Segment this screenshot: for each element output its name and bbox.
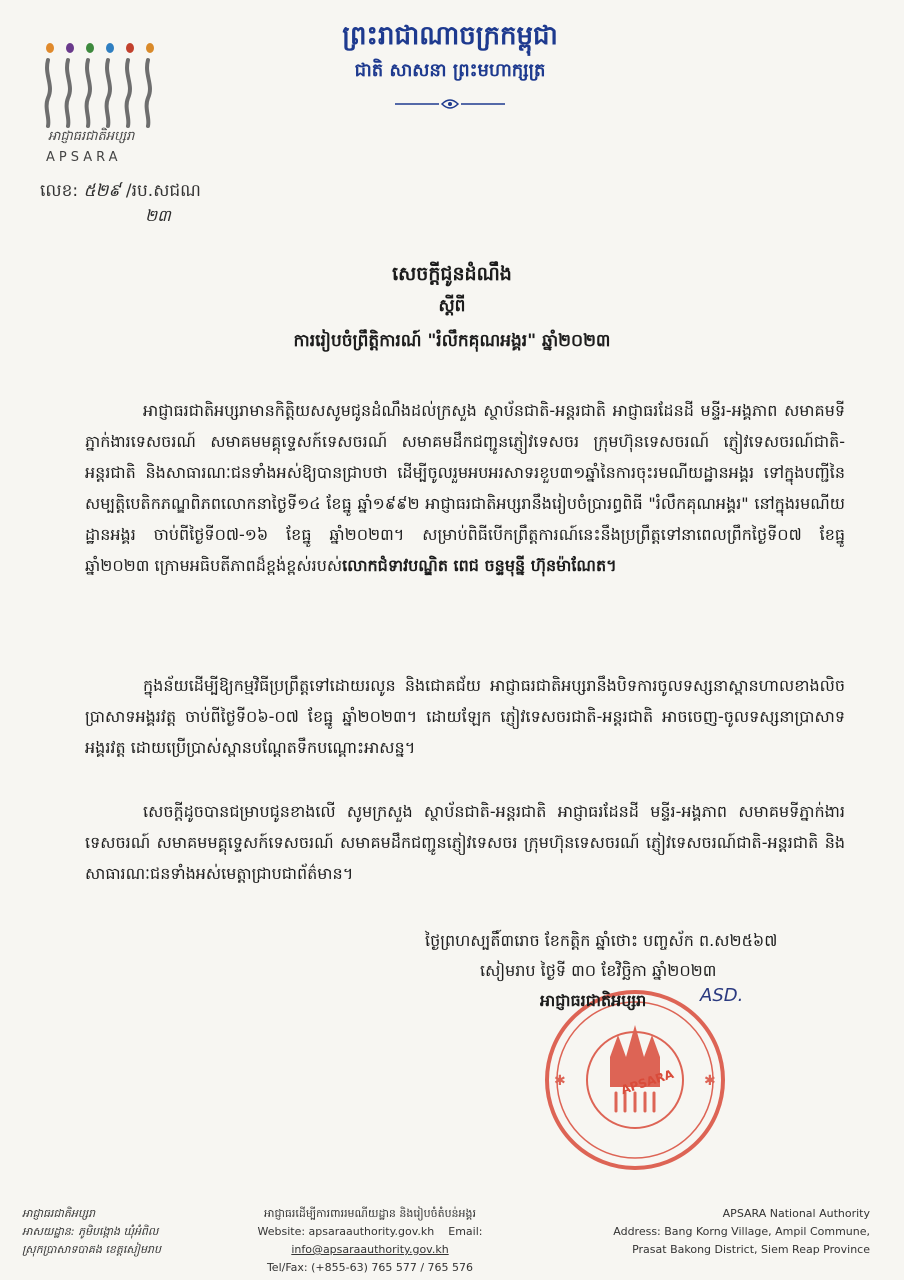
- reference-prefix: លេខ:: [40, 181, 79, 201]
- national-motto: ជាតិ សាសនា ព្រះមហាក្សត្រ: [354, 60, 546, 81]
- footer-left-line: អាសយដ្ឋាន: ភូមិបង្កោង ឃុំអំពិល: [22, 1225, 159, 1238]
- logo-english-name: APSARA: [46, 150, 122, 165]
- footer-left: [22, 1205, 161, 1259]
- footer-telfax: Tel/Fax: (+855-63) 765 577 / 765 576: [266, 1261, 474, 1274]
- footer-right-line: Address: Bang Korng Village, Ampil Commune,: [613, 1225, 870, 1238]
- footer-left-line: អាជ្ញាធរជាតិអប្សរា: [22, 1207, 96, 1220]
- footer-middle: [215, 1205, 525, 1277]
- apsara-logo-icon: [40, 40, 170, 130]
- footer-email-link[interactable]: info@apsaraauthority.gov.kh: [291, 1243, 449, 1256]
- logo-dots: [46, 43, 154, 53]
- footer-website[interactable]: Website: apsaraauthority.gov.kh: [257, 1225, 435, 1238]
- footer-mid-title: អាជ្ញាធរដើម្បីការពាររមណីយដ្ឋាន និងរៀបចំតំបន់អង្គរ: [263, 1207, 476, 1220]
- notice-about: ស្តីពី: [438, 296, 466, 316]
- solar-date: សៀមរាប ថ្ងៃទី ៣០ ខែវិច្ឆិកា ឆ្នាំ២០២៣: [480, 961, 717, 980]
- kingdom-title: ព្រះរាជាណាចក្រកម្ពុជា: [342, 21, 558, 51]
- notice-title: សេចក្តីជូនដំណឹង: [392, 263, 512, 285]
- footer-right: [600, 1205, 870, 1259]
- paragraph-3: សេចក្តីដូចបានជម្រាបជូនខាងលើ សូមក្រសួង ស្ថាប័នជាតិ-អន្តរជាតិ អាជ្ញាធរដែនដី មន្ទីរ-អង្គភាព សមាគមទីភ្នាក់ងារទេសចរណ៍ សមាគមមគ្គុទ្ទេសក៍ទេសចរណ៍ សមាគមដឹកជញ្ជូនភ្ញៀវទេសចរ ក្រុមហ៊ុនទេសចរណ៍ ភ្ញៀវទេសចរណ៍ជាតិ-អន្តរជាតិ និងសាធារណៈជនទាំងអស់មេត្តាជ្រាបជាព័ត៌មាន។: [85, 802, 845, 883]
- reference-handwritten-number: ៥២៩: [83, 181, 121, 201]
- notice-subject: ការរៀបចំព្រឹត្តិការណ៍ "រំលឹកគុណអង្គរ" ឆ្នាំ២០២៣: [293, 331, 611, 351]
- footer-right-line: Prasat Bakong District, Siem Reap Province: [632, 1243, 870, 1256]
- paragraph-1-bold: លោកជំទាវបណ្ឌិត ពេជ ចន្ទមុន្នី ហ៊ុនម៉ាណែត។: [342, 556, 617, 575]
- footer-left-line: ស្រុកប្រាសាទបាគង ខេត្តសៀមរាប: [22, 1243, 162, 1256]
- paragraph-2: ក្នុងន័យដើម្បីឱ្យកម្មវិធីប្រព្រឹត្តទៅដោយរលូន និងជោគជ័យ អាជ្ញាធរជាតិអប្សរានឹងបិទការចូលទស្សនាស្ពានហាលខាងលិចប្រាសាទអង្គរវត្ត ចាប់ពីថ្ងៃទី០៦-០៧ ខែធ្នូ ឆ្នាំ២០២៣។ ដោយឡែក ភ្ញៀវទេសចរជាតិ-អន្តរជាតិ អាចចេញ-ចូលទស្សនាប្រាសាទអង្គរវត្ត ដោយប្រើប្រាស់ស្ពានបណ្តែតទឹកបណ្តោះអាសន្ន។: [85, 676, 845, 757]
- svg-text:✱: ✱: [554, 1073, 566, 1089]
- reference-number: [40, 180, 201, 205]
- lunar-date: ថ្ងៃព្រហស្បតិ៍៣រោច ខែកត្តិក ឆ្នាំថោះ បញ្ចស័ក ព.ស២៥៦៧: [425, 931, 778, 950]
- paragraph-1-text: អាជ្ញាធរជាតិអប្សរាមានកិត្តិយសសូមជូនដំណឹងដល់ក្រសួង ស្ថាប័នជាតិ-អន្តរជាតិ អាជ្ញាធរដែនដី មន្ទីរ-អង្គភាព សមាគមទីភ្នាក់ងារទេសចរណ៍ សមាគមមគ្គុទ្ទេសក៍ទេសចរណ៍ សមាគមដឹកជញ្ជូនភ្ញៀវទេសចរ ក្រុមហ៊ុនទេសចរណ៍ ភ្ញៀវទេសចរណ៍ជាតិ-អន្តរជាតិ និងសាធារណៈជនទាំងអស់ឱ្យបានជ្រាបថា ដើម្បីចូលរួមអបអរសាទរខួប៣១ឆ្នាំនៃការចុះរមណីយដ្ឋានអង្គរ ទៅក្នុងបញ្ជីនៃសម្បត្តិបេតិកភណ្ឌពិភពលោកនាថ្ងៃទី១៤ ខែធ្នូ ឆ្នាំ១៩៩២ អាជ្ញាធរជាតិអប្សរានឹងរៀបចំប្រារព្ធពិធី "រំលឹកគុណអង្គរ" នៅក្នុងរមណីយដ្ឋានអង្គរ ចាប់ពីថ្ងៃទី០៧-១៦ ខែធ្នូ ឆ្នាំ២០២៣។ សម្រាប់ពិធីបើកព្រឹត្តការណ៍នេះនឹងប្រព្រឹត្តទៅនាពេលព្រឹកថ្ងៃទី០៧ ខែធ្នូ ឆ្នាំ២០២៣ ក្រោមអធិបតីភាពដ៏ខ្ពង់ខ្ពស់របស់: [85, 401, 845, 575]
- svg-text:✱: ✱: [704, 1073, 716, 1089]
- signature-mark: ASD.: [700, 985, 744, 1006]
- paragraph-1: [85, 395, 845, 581]
- stamp-text: APSARA: [619, 1066, 676, 1098]
- footer-contact-line: [215, 1223, 525, 1259]
- reference-suffix: /រប.សជណ: [125, 181, 201, 201]
- signatory-name: អាជ្ញាធរជាតិអប្សរា: [540, 991, 647, 1010]
- ornament-divider-icon: [395, 96, 505, 112]
- footer-right-line: APSARA National Authority: [722, 1207, 870, 1220]
- footer-email-label: Email:: [448, 1225, 483, 1238]
- logo-khmer-name: អាជ្ញាធរជាតិអប្សរា: [48, 129, 135, 144]
- reference-year: ២៣: [145, 206, 171, 225]
